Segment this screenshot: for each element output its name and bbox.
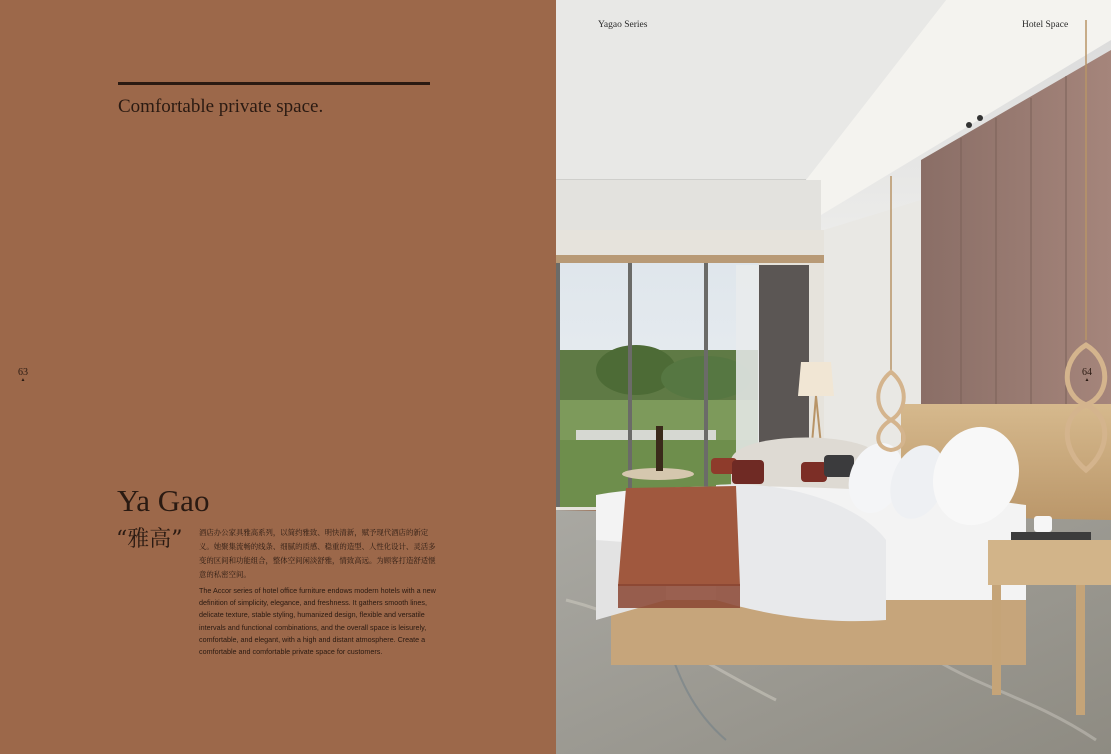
page-number-left-text: 63	[18, 367, 28, 378]
series-title-en: Ya Gao	[117, 483, 210, 518]
triangle-marker-icon: ▲	[20, 378, 26, 383]
description-en: The Accor series of hotel office furniture endows modern hotels with a new definition of simplicity, elegance, and freshness. It gathers smooth lines, delicate texture, stable styling, humanized design, flexible and versatile intervals and functional combinations, and the overall space is leisurely, comfortable, and elegant, with a high and distant atmosphere. Create a comfortable and comfortable private space for customers.	[199, 586, 436, 657]
section-label: Hotel Space	[1022, 20, 1069, 30]
page-headline: Comfortable private space.	[118, 96, 324, 117]
hotel-bedroom-photo	[556, 0, 1111, 754]
description-cn: 酒店办公家具雅高系列，以简约雅致、明快清新，赋予现代酒店的新定义。她聚集流畅的线条、细腻的质感、稳重的造型、人性化设计、灵活多变的区间和功能组合，整体空间闲淡舒雅，情致高远。为顾客打造舒适惬意的私密空间。	[199, 528, 436, 579]
series-title-cn: “雅高”	[116, 527, 183, 552]
headline-rule	[118, 82, 430, 85]
triangle-marker-icon: ▲	[1084, 378, 1090, 383]
page-number-left	[13, 367, 33, 384]
page-number-right	[1077, 367, 1097, 384]
page-number-right-text: 64	[1082, 367, 1092, 378]
series-label: Yagao Series	[598, 20, 648, 30]
bedroom-illustration	[556, 0, 1111, 754]
